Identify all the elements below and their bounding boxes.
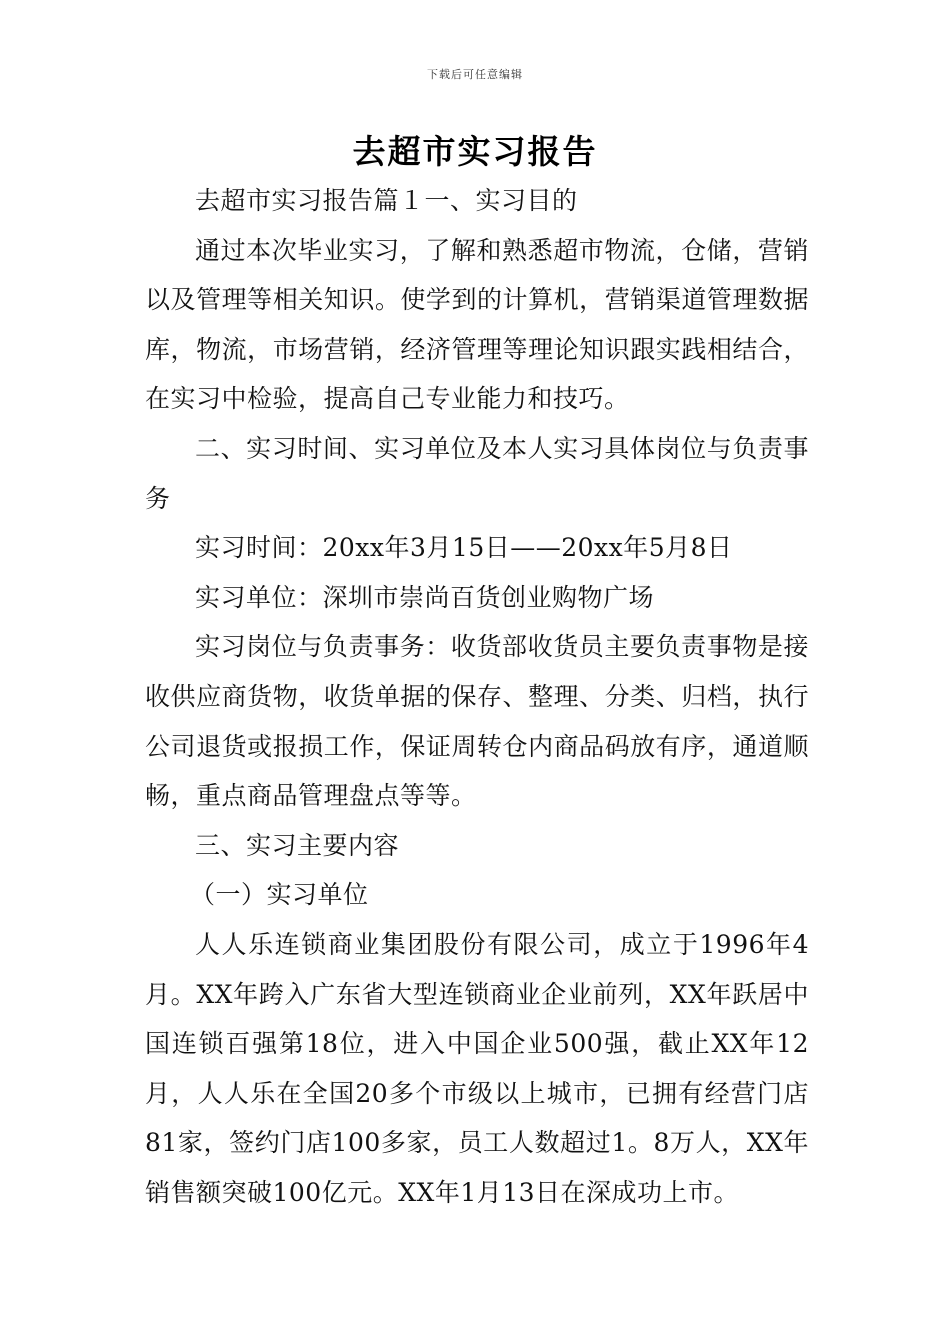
paragraph-internship-unit: 实习单位：深圳市崇尚百货创业购物广场 <box>195 582 655 612</box>
section-heading-time-unit: 二、实习时间、实习单位及本人实习具体岗位与负责事务 <box>145 433 809 513</box>
paragraph-purpose: 通过本次毕业实习，了解和熟悉超市物流，仓储，营销以及管理等相关知识。使学到的计算机，营销渠道管理数据库，物流，市场营销，经济管理等理论知识跟实践相结合，在实习中检验，提高自己专业能力和技巧。 <box>145 235 809 414</box>
paragraph-intro: 去超市实习报告篇１一、实习目的 <box>195 186 578 215</box>
paragraph-internship-time: 实习时间：20xx年3月15日——20xx年5月8日 <box>195 533 733 563</box>
section-heading-main-content: 三、实习主要内容 <box>195 830 400 860</box>
paragraph-internship-duties: 实习岗位与负责事务：收货部收货员主要负责事物是接收供应商货物，收货单据的保存、整理、分类、归档，执行公司退货或报损工作，保证周转仓内商品码放有序，通道顺畅，重点商品管理盘点等等。 <box>145 632 809 811</box>
paragraph-company-intro: 人人乐连锁商业集团股份有限公司，成立于1996年4月。XX年跨入广东省大型连锁商业企业前列，XX年跃居中国连锁百强第18位，进入中国企业500强，截止XX年12月，人人乐在全国20多个市级以上城市，已拥有经营门店81家，签约门店100多家，员工人数超过1。8万人，XX年销售额突破100亿元。XX年1月13日在深成功上市。 <box>145 929 809 1207</box>
subsection-heading-unit: （一）实习单位 <box>190 880 369 910</box>
document-body <box>145 176 809 1217</box>
document-title: 去超市实习报告 <box>352 132 598 171</box>
header-note: 下载后可任意编辑 <box>427 68 523 81</box>
